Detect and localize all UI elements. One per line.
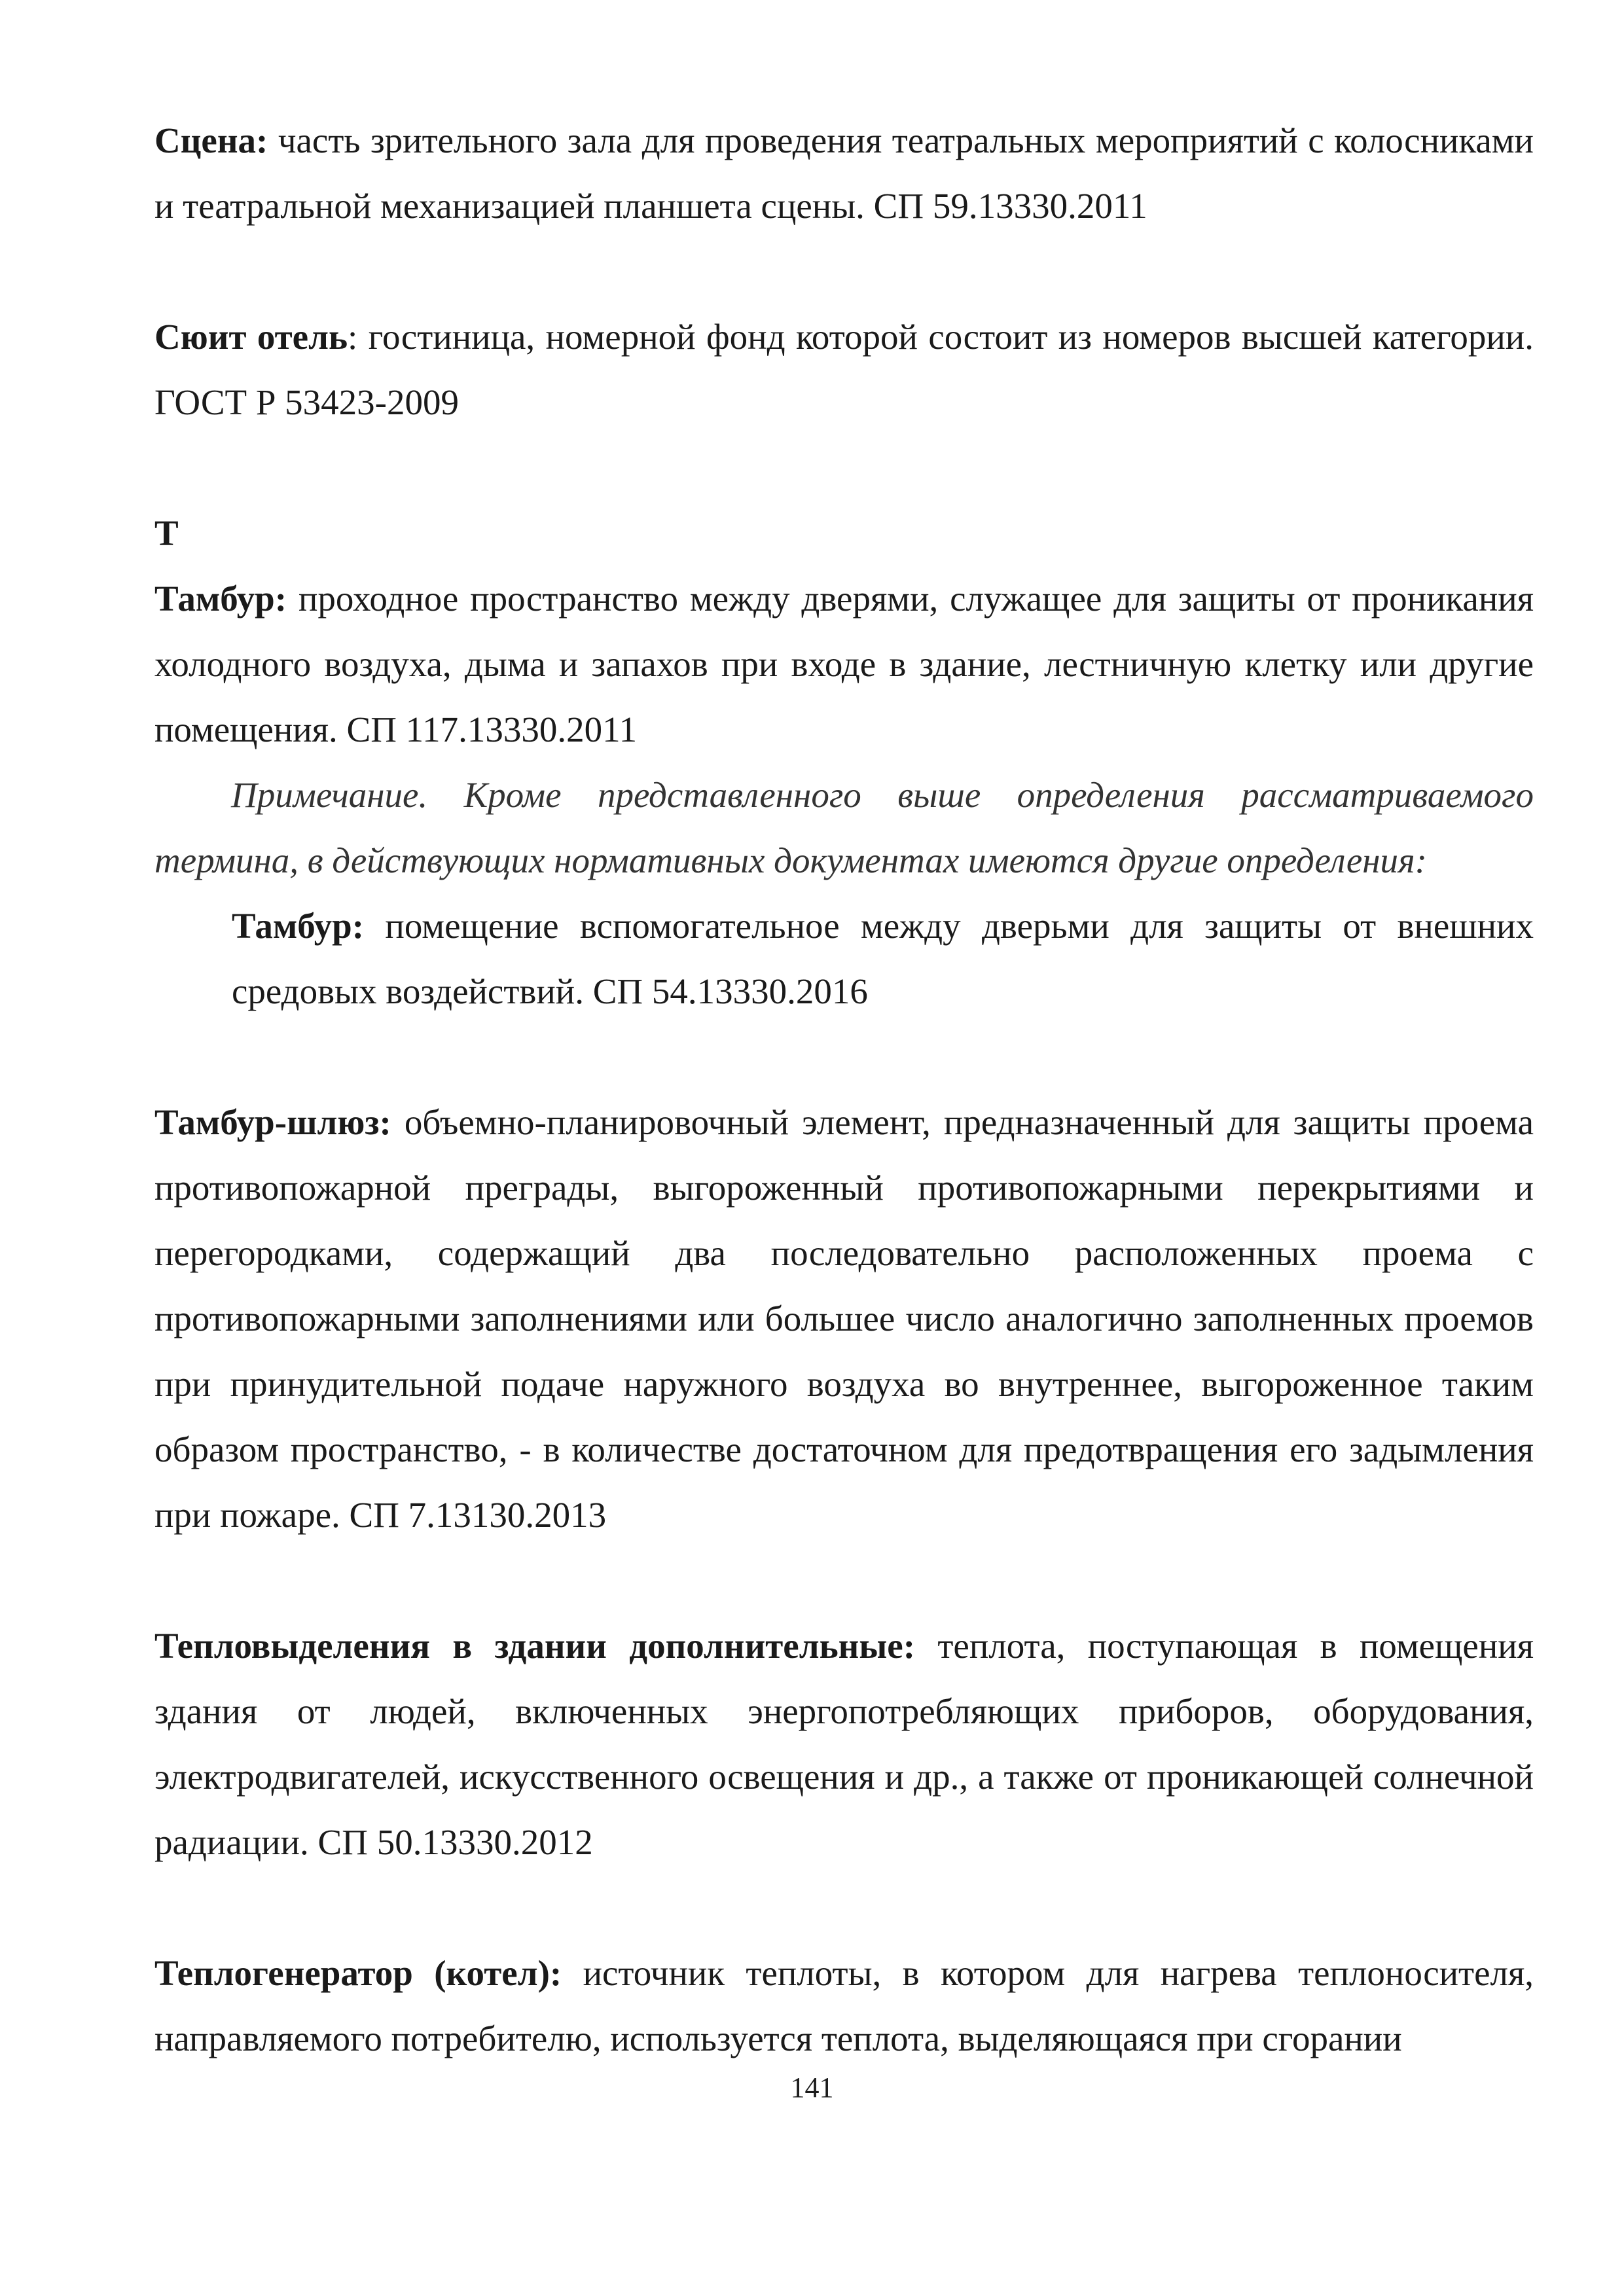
section-letter: Т [154, 513, 179, 553]
term-tambur: Тамбур: [154, 579, 287, 619]
definition-tambur-shluz: объемно-планировочный элемент, предназначенный для защиты проема противопожарной преграды, выгороженный противопожарными перекрытиями и перегородками, содержащий два последовательно расположенных проема с противопожарными заполнениями или большее число аналогично заполненных проемов при принудительной подаче наружного воздуха во внутреннее, выгороженное таким образом пространство, - в количестве достаточном для предотвращения его задымления при пожаре. СП 7.13130.2013 [154, 1102, 1534, 1535]
entry-tambur [154, 566, 1534, 762]
definition-teplogenerator: источник теплоты, в котором для нагрева теплоносителя, направляемого потребителю, используется теплота, выделяющаяся при сгорании [154, 1953, 1534, 2058]
sub-term-tambur: Тамбур: [232, 906, 365, 946]
entry-suite-hotel [154, 304, 1534, 435]
entry-tambur-shluz [154, 1090, 1534, 1548]
definition-suite-hotel: : гостиница, номерной фонд которой состоит из номеров высшей категории. ГОСТ Р 53423-2009 [154, 317, 1534, 422]
term-suite-hotel: Сюит отель [154, 317, 348, 357]
definition-teplovydeleniya: теплота, поступающая в помещения здания от людей, включенных энергопотребляющих приборов, оборудования, электродвигателей, искусственного освещения и др., а также от проникающей солнечной радиации. СП 50.13330.2012 [154, 1626, 1534, 1862]
page-number: 141 [790, 2072, 834, 2104]
term-teplogenerator: Теплогенератор (котел): [154, 1953, 562, 1993]
term-teplovydeleniya: Тепловыделения в здании дополнительные: [154, 1626, 916, 1666]
entry-scena [154, 108, 1534, 239]
sub-definition-tambur: помещение вспомогательное между дверьми для защиты от внешних средовых воздействий. СП 54.13330.2016 [232, 906, 1534, 1011]
definition-tambur: проходное пространство между дверями, служащее для защиты от проникания холодного воздуха, дыма и запахов при входе в здание, лестничную клетку или другие помещения. СП 117.13330.2011 [154, 579, 1534, 749]
note-tambur: Примечание. Кроме представленного выше определения рассматриваемого термина, в действующих нормативных документах имеются другие определения: [154, 775, 1534, 880]
sub-entry-tambur [154, 893, 1534, 1024]
term-tambur-shluz: Тамбур-шлюз: [154, 1102, 391, 1142]
definition-scena: часть зрительного зала для проведения театральных мероприятий с колосниками и театральной механизацией планшета сцены. СП 59.13330.2011 [154, 120, 1534, 226]
entry-teplogenerator [154, 1941, 1534, 2072]
term-scena: Сцена: [154, 120, 268, 160]
entry-teplovydeleniya [154, 1613, 1534, 1875]
